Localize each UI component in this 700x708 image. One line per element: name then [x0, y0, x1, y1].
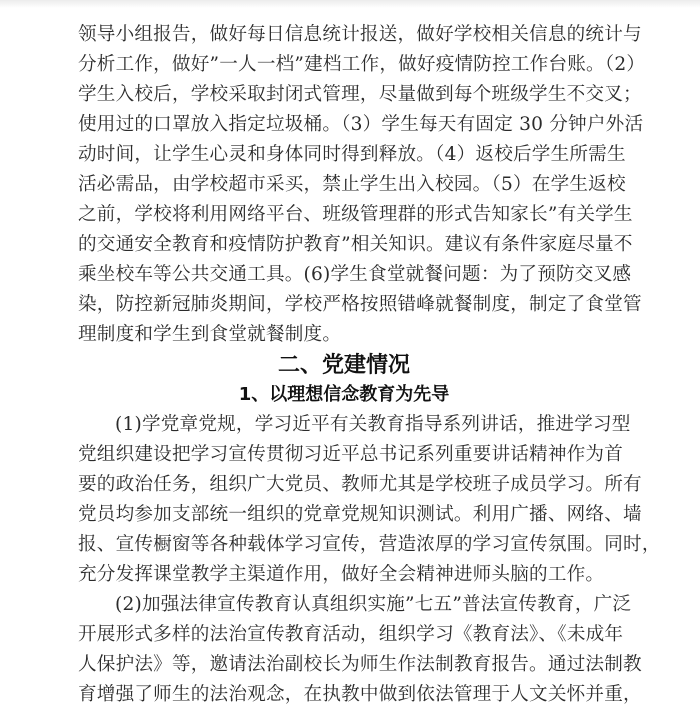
body-text-line: 之前，学校将利用网络平台、班级管理群的形式告知家长”有关学生	[78, 204, 633, 225]
body-text-line: 分析工作，做好”一人一档”建档工作，做好疫情防控工作台账。（2）	[78, 54, 646, 75]
body-text-line: 学生入校后，学校采取封闭式管理，尽量做到每个班级学生不交叉；	[78, 84, 642, 105]
page-top-edge	[0, 0, 700, 8]
body-text-line: 党员均参加支部统一组织的党章党规知识测试。利用广播、网络、墙	[78, 504, 642, 525]
subsection-heading: 1、以理想信念教育为先导	[238, 384, 450, 405]
body-text-line: (2)加强法律宣传教育认真组织实施”七五”普法宣传教育，广泛	[115, 594, 632, 615]
section-heading: 二、党建情况	[277, 353, 410, 378]
body-text-line: 党组织建设把学习宣传贯彻习近平总书记系列重要讲话精神作为首	[78, 444, 624, 465]
body-text-line: 活必需品，由学校超市采买，禁止学生出入校园。（5）在学生返校	[78, 174, 626, 195]
body-text-line: 领导小组报告，做好每日信息统计报送，做好学校相关信息的统计与	[78, 24, 642, 45]
body-text-line: 动时间，让学生心灵和身体同时得到释放。（4）返校后学生所需生	[78, 144, 626, 165]
body-text-line: 理制度和学生到食堂就餐制度。	[78, 324, 342, 345]
body-text-line: 染，防控新冠肺炎期间，学校严格按照错峰就餐制度，制定了食堂管	[78, 294, 642, 315]
body-text-line: 的交通安全教育和疫情防护教育”相关知识。建议有条件家庭尽量不	[78, 234, 633, 255]
body-text-line: 充分发挥课堂教学主渠道作用，做好全会精神进师头脑的工作。	[78, 564, 605, 585]
body-text-line: 乘坐校车等公共交通工具。(6)学生食堂就餐问题：为了预防交叉感	[78, 264, 632, 285]
body-text-line: (1)学党章党规，学习近平有关教育指导系列讲话，推进学习型	[115, 414, 631, 435]
body-text-line: 要的政治任务，组织广大党员、教师尤其是学校班子成员学习。所有	[78, 474, 642, 495]
body-text-line: 开展形式多样的法治宣传教育活动，组织学习《教育法》、《未成年	[78, 624, 624, 645]
body-text-line: 使用过的口罩放入指定垃圾桶。（3）学生每天有固定 30 分钟户外活	[78, 114, 644, 135]
body-text-line: 报、宣传橱窗等各种载体学习宣传，营造浓厚的学习宣传氛围。同时，	[78, 534, 661, 555]
body-text-line: 人保护法》等，邀请法治副校长为师生作法制教育报告。通过法制教	[78, 654, 642, 675]
body-text-line: 育增强了师生的法治观念，在执教中做到依法管理于人文关怀并重，	[78, 684, 642, 705]
